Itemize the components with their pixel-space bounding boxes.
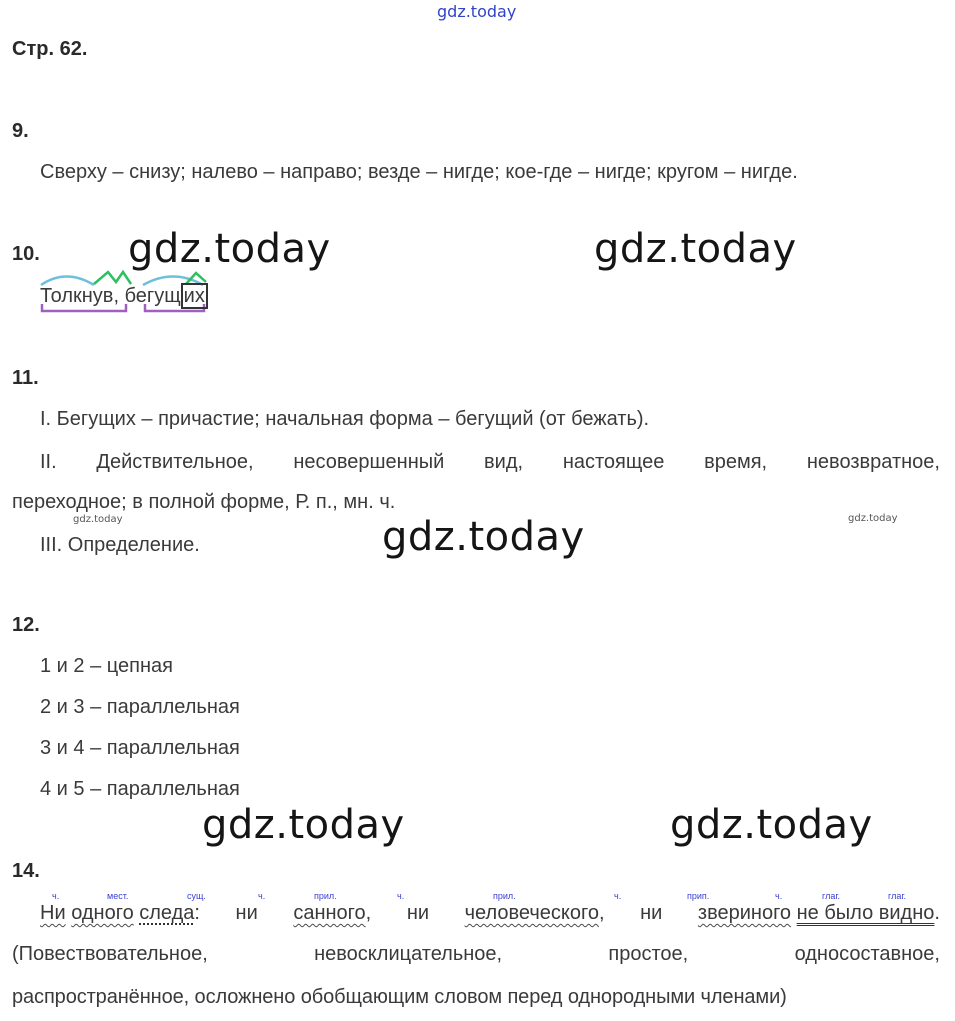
watermark-5: gdz.today	[670, 802, 873, 848]
l14-w0: (Повествовательное,	[12, 943, 208, 965]
comma: ,	[365, 902, 372, 924]
l2-w5: время,	[704, 451, 768, 473]
l2-w3: вид,	[484, 451, 524, 473]
colon: :	[194, 902, 200, 924]
task-12-number: 12.	[12, 614, 40, 636]
l2-w6: невозвратное,	[806, 451, 940, 473]
comma: ,	[598, 902, 605, 924]
watermark-2: gdz.today	[594, 226, 797, 272]
word-ni: Ни	[40, 902, 66, 924]
task-11-number: 11.	[12, 367, 39, 389]
watermark-4: gdz.today	[202, 802, 405, 848]
task-9-number: 9.	[12, 120, 29, 142]
phrase-1	[40, 901, 200, 925]
ni-1: ни	[235, 902, 258, 924]
word-begushchih-stem: бегущ	[124, 285, 181, 307]
pos-tag: мест.	[107, 891, 129, 901]
task-11-line-2	[12, 450, 940, 474]
word-odnogo: одного	[71, 902, 134, 924]
suffix-mark-1	[94, 272, 131, 284]
phrase-2	[293, 901, 371, 925]
task-11-line-4: III. Определение.	[40, 534, 200, 556]
task-12-item-1: 1 и 2 – цепная	[40, 655, 173, 677]
l14-w2: простое,	[608, 943, 689, 965]
watermark-3: gdz.today	[382, 514, 585, 560]
task-11-line-3: переходное; в полной форме, Р. п., мн. ч.	[12, 491, 396, 513]
l2-w0: II.	[40, 451, 57, 473]
l2-w4: настоящее	[562, 451, 665, 473]
task-11-line-1: I. Бегущих – причастие; начальная форма – бегущий (от бежать).	[40, 408, 650, 430]
comma: ,	[113, 285, 119, 307]
page-title: Стр. 62.	[12, 38, 88, 60]
pos-tag: глаг.	[822, 891, 841, 901]
predicate: не было видно	[796, 902, 935, 924]
word-chelovecheskogo: человеческого	[464, 902, 599, 924]
watermark-1: gdz.today	[128, 226, 331, 272]
word-sannogo: санного	[293, 902, 366, 924]
top-watermark: gdz.today	[437, 2, 517, 21]
word-sleda: следа	[139, 902, 195, 924]
task-12-item-2: 2 и 3 – параллельная	[40, 696, 240, 718]
pos-tag: ч.	[614, 891, 622, 901]
task-14-line-3: распространённое, осложнено обобщающим словом перед однородными членами)	[12, 986, 787, 1008]
phrase-3	[465, 901, 605, 925]
word-tolknuv: Толкнув	[40, 285, 114, 307]
l14-w3: односоставное,	[794, 943, 940, 965]
pos-tag: ч.	[258, 891, 266, 901]
l2-w2: несовершенный	[293, 451, 445, 473]
task-10-number: 10.	[12, 243, 40, 265]
watermark-small-2: gdz.today	[848, 513, 898, 524]
pos-tag: прип.	[687, 891, 710, 901]
l2-w1: Действительное,	[96, 451, 254, 473]
pos-tag: сущ.	[187, 891, 206, 901]
phrase-4	[698, 901, 940, 925]
task-12-item-4: 4 и 5 – параллельная	[40, 778, 240, 800]
task-12-item-3: 3 и 4 – параллельная	[40, 737, 240, 759]
word-zverinogo: звериного	[697, 902, 792, 924]
dot: .	[934, 902, 940, 924]
pos-tag: прил.	[493, 891, 516, 901]
task-14-sentence	[40, 901, 940, 925]
pos-tag: ч.	[52, 891, 60, 901]
pos-tag: прил.	[314, 891, 337, 901]
ni-3: ни	[640, 902, 663, 924]
task-10-words	[40, 284, 208, 308]
pos-tag: глаг.	[888, 891, 907, 901]
task-14-line-2	[12, 942, 940, 966]
ni-2: ни	[406, 902, 430, 924]
l14-w1: невосклицательное,	[314, 943, 503, 965]
pos-tag: ч.	[397, 891, 405, 901]
watermark-small-1: gdz.today	[73, 514, 123, 525]
task-14-number: 14.	[12, 860, 40, 882]
ending-box: их	[181, 283, 208, 309]
task-9-text: Сверху – снизу; налево – направо; везде – нигде; кое-где – нигде; кругом – нигде.	[40, 161, 798, 183]
pos-tag: ч.	[775, 891, 783, 901]
